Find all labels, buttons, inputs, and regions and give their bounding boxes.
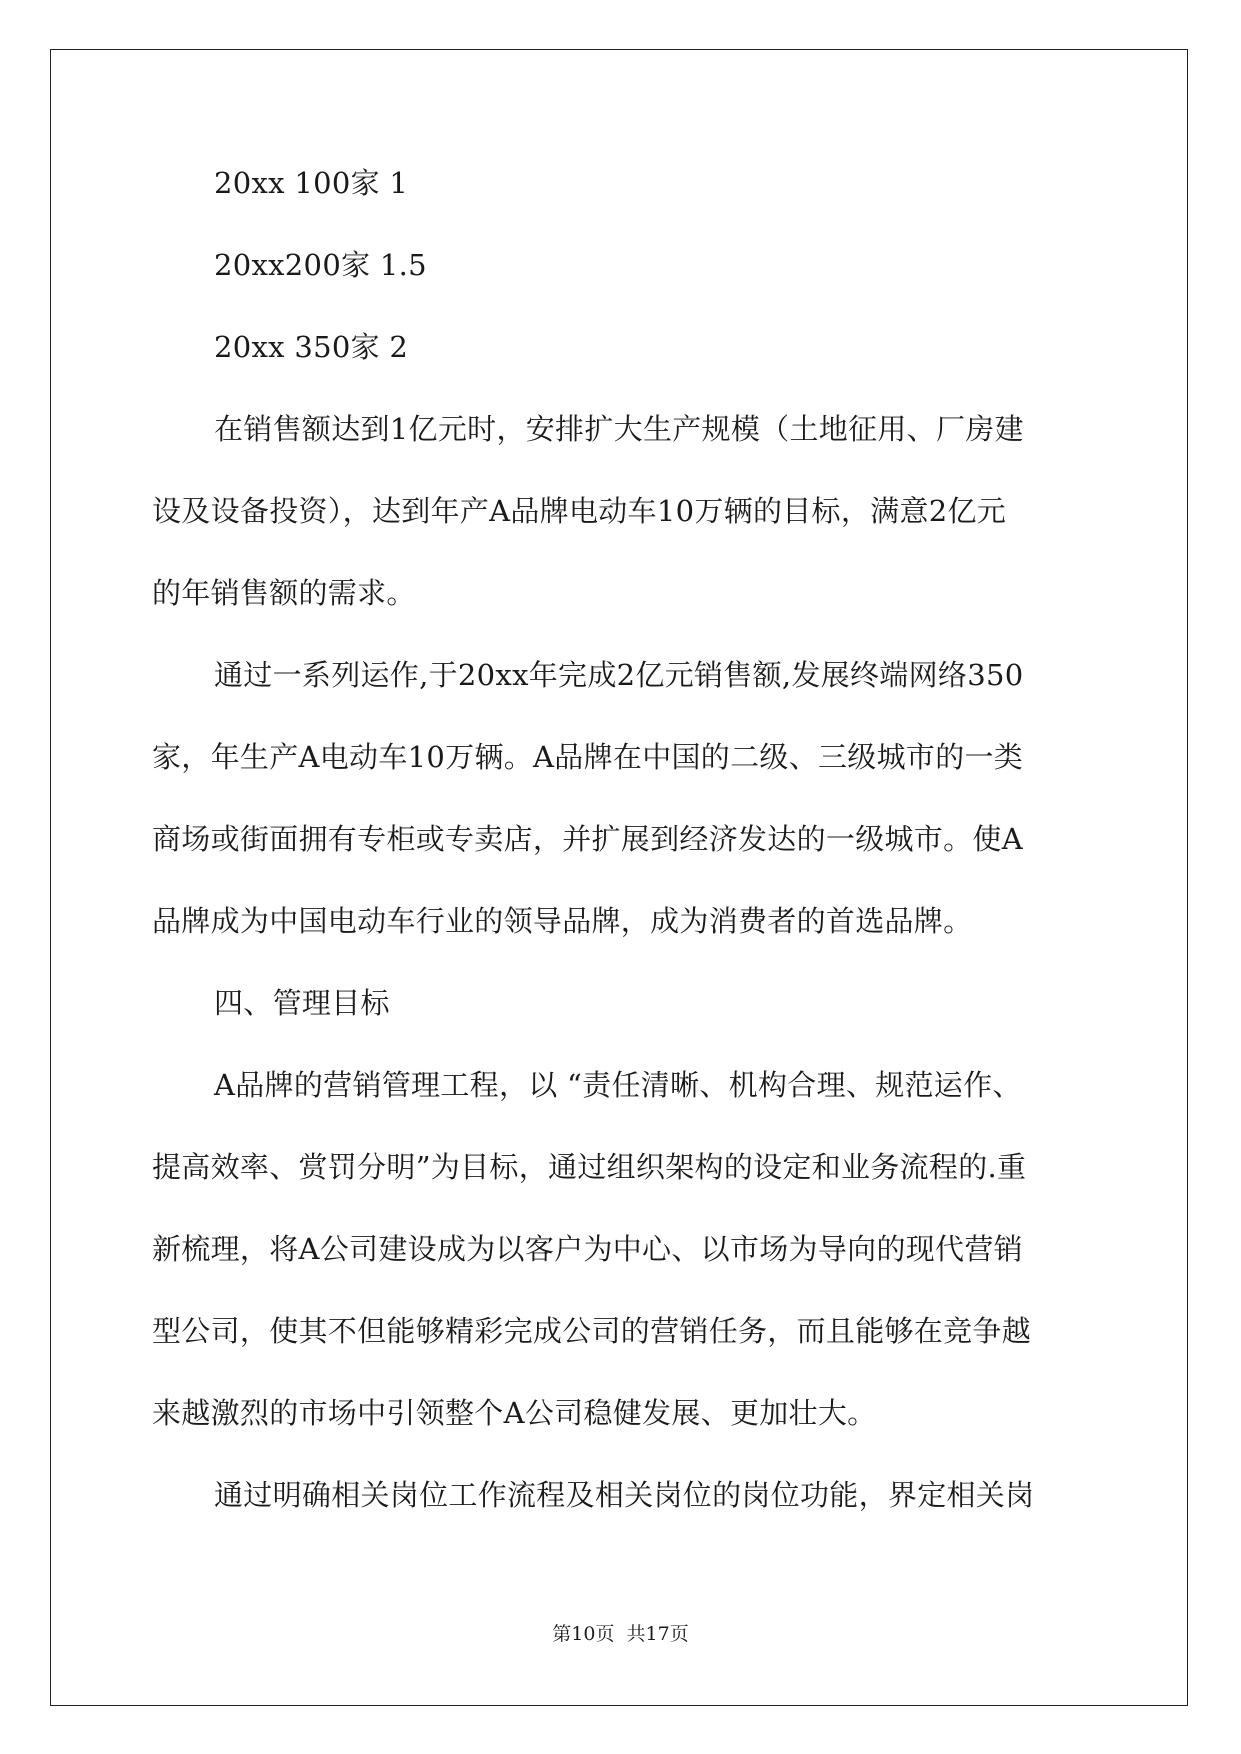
- text-line-14: 新梳理，将A公司建设成为以客户为中心、以市场为导向的现代营销: [152, 1232, 1023, 1266]
- text-line-12: A品牌的营销管理工程，以 “责任清晰、机构合理、规范运作、: [214, 1068, 1022, 1102]
- page-number: 第10页: [552, 1623, 615, 1645]
- text-line-1: 20xx 100家 1: [214, 166, 409, 200]
- text-line-5: 设及设备投资），达到年产A品牌电动车10万辆的目标，满意2亿元: [152, 494, 1007, 528]
- text-line-13: 提高效率、赏罚分明”为目标，通过组织架构的设定和业务流程的.重: [152, 1150, 1027, 1184]
- text-line-7: 通过一系列运作,于20xx年完成2亿元销售额,发展终端网络350: [214, 658, 1024, 692]
- text-line-2: 20xx200家 1.5: [214, 248, 427, 282]
- text-line-17: 通过明确相关岗位工作流程及相关岗位的岗位功能，界定相关岗: [214, 1478, 1035, 1512]
- text-line-6: 的年销售额的需求。: [152, 576, 416, 610]
- section-heading: 四、管理目标: [214, 986, 390, 1020]
- text-line-4: 在销售额达到1亿元时，安排扩大生产规模（土地征用、厂房建: [214, 412, 1024, 446]
- total-pages: 共17页: [626, 1623, 689, 1645]
- text-line-8: 家，年生产A电动车10万辆。A品牌在中国的二级、三级城市的一类: [152, 740, 1024, 774]
- text-line-3: 20xx 350家 2: [214, 330, 409, 364]
- text-line-9: 商场或街面拥有专柜或专卖店，并扩展到经济发达的一级城市。使A: [152, 822, 1023, 856]
- document-body: [152, 160, 1089, 1554]
- text-line-16: 来越激烈的市场中引领整个A公司稳健发展、更加壮大。: [152, 1396, 877, 1430]
- text-line-10: 品牌成为中国电动车行业的领导品牌，成为消费者的首选品牌。: [152, 904, 973, 938]
- text-line-15: 型公司，使其不但能够精彩完成公司的营销任务，而且能够在竞争越: [152, 1314, 1032, 1348]
- page-footer: [0, 1622, 1241, 1646]
